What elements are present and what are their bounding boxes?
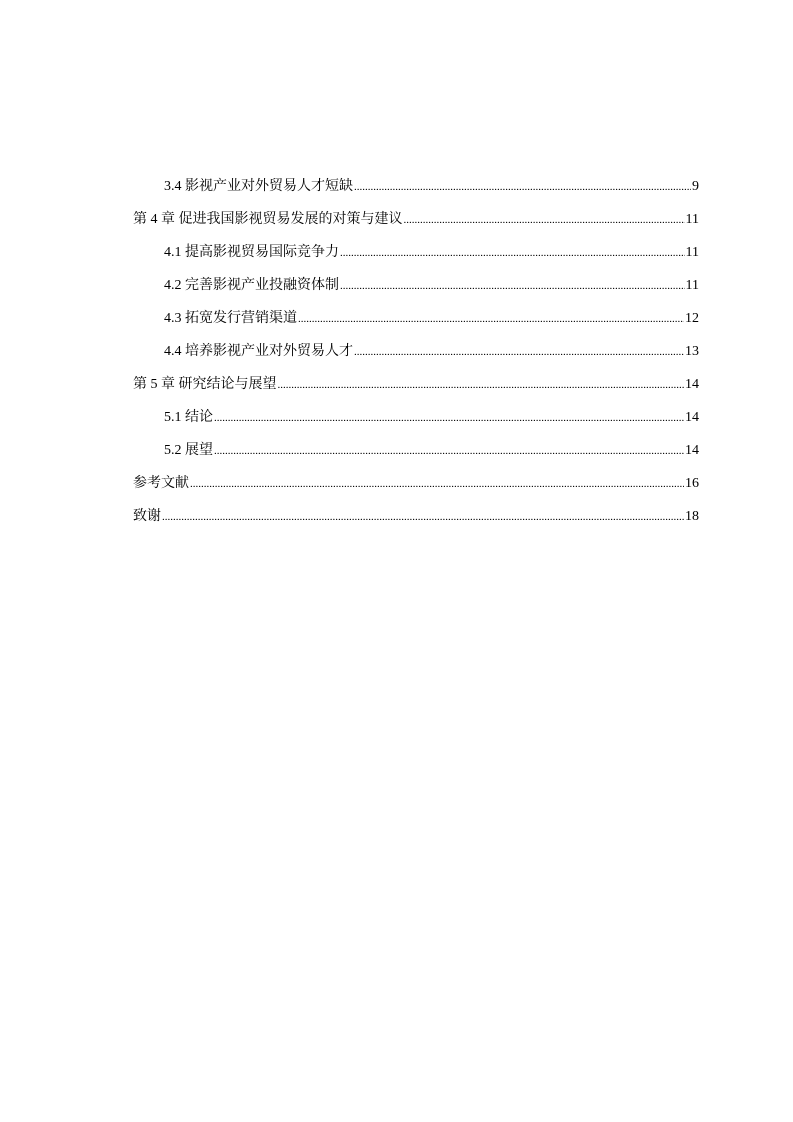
toc-entry[interactable] <box>133 307 699 340</box>
toc-entry[interactable] <box>133 175 699 208</box>
toc-entry-page: 13 <box>685 344 699 359</box>
toc-leader-dots <box>190 472 684 496</box>
toc-leader-dots <box>340 241 685 265</box>
toc-entry[interactable] <box>133 340 699 373</box>
toc-entry[interactable] <box>133 406 699 439</box>
toc-entry-page: 14 <box>685 377 699 392</box>
toc-entry-page: 16 <box>685 476 699 491</box>
toc-leader-dots <box>354 340 684 364</box>
toc-entry-label: 致谢 <box>133 509 161 524</box>
toc-entry[interactable] <box>133 505 699 538</box>
toc-leader-dots <box>162 505 684 529</box>
toc-entry-label: 参考文献 <box>133 476 189 491</box>
toc-leader-dots <box>214 439 684 463</box>
toc-entry[interactable] <box>133 472 699 505</box>
table-of-contents <box>133 175 699 538</box>
toc-entry-page: 11 <box>685 212 699 227</box>
toc-entry-label: 第 5 章 研究结论与展望 <box>133 377 277 392</box>
toc-entry[interactable] <box>133 373 699 406</box>
toc-leader-dots <box>214 406 684 430</box>
toc-entry-page: 11 <box>685 278 699 293</box>
toc-entry-label: 5.1 结论 <box>164 410 213 425</box>
toc-leader-dots <box>340 274 685 298</box>
toc-entry[interactable] <box>133 241 699 274</box>
toc-entry-label: 4.3 拓宽发行营销渠道 <box>164 311 297 326</box>
toc-entry-page: 9 <box>692 179 699 194</box>
toc-entry-label: 4.4 培养影视产业对外贸易人才 <box>164 344 353 359</box>
toc-entry-page: 18 <box>685 509 699 524</box>
toc-entry-label: 第 4 章 促进我国影视贸易发展的对策与建议 <box>133 212 403 227</box>
toc-entry-label: 4.2 完善影视产业投融资体制 <box>164 278 339 293</box>
toc-entry-page: 14 <box>685 410 699 425</box>
toc-entry-page: 14 <box>685 443 699 458</box>
toc-entry[interactable] <box>133 274 699 307</box>
toc-entry-label: 3.4 影视产业对外贸易人才短缺 <box>164 179 353 194</box>
toc-entry[interactable] <box>133 208 699 241</box>
toc-entry[interactable] <box>133 439 699 472</box>
toc-leader-dots <box>298 307 684 331</box>
toc-entry-label: 5.2 展望 <box>164 443 213 458</box>
toc-leader-dots <box>404 208 685 232</box>
toc-entry-label: 4.1 提高影视贸易国际竞争力 <box>164 245 339 260</box>
toc-entry-page: 12 <box>685 311 699 326</box>
toc-leader-dots <box>278 373 685 397</box>
toc-leader-dots <box>354 175 691 199</box>
toc-entry-page: 11 <box>685 245 699 260</box>
